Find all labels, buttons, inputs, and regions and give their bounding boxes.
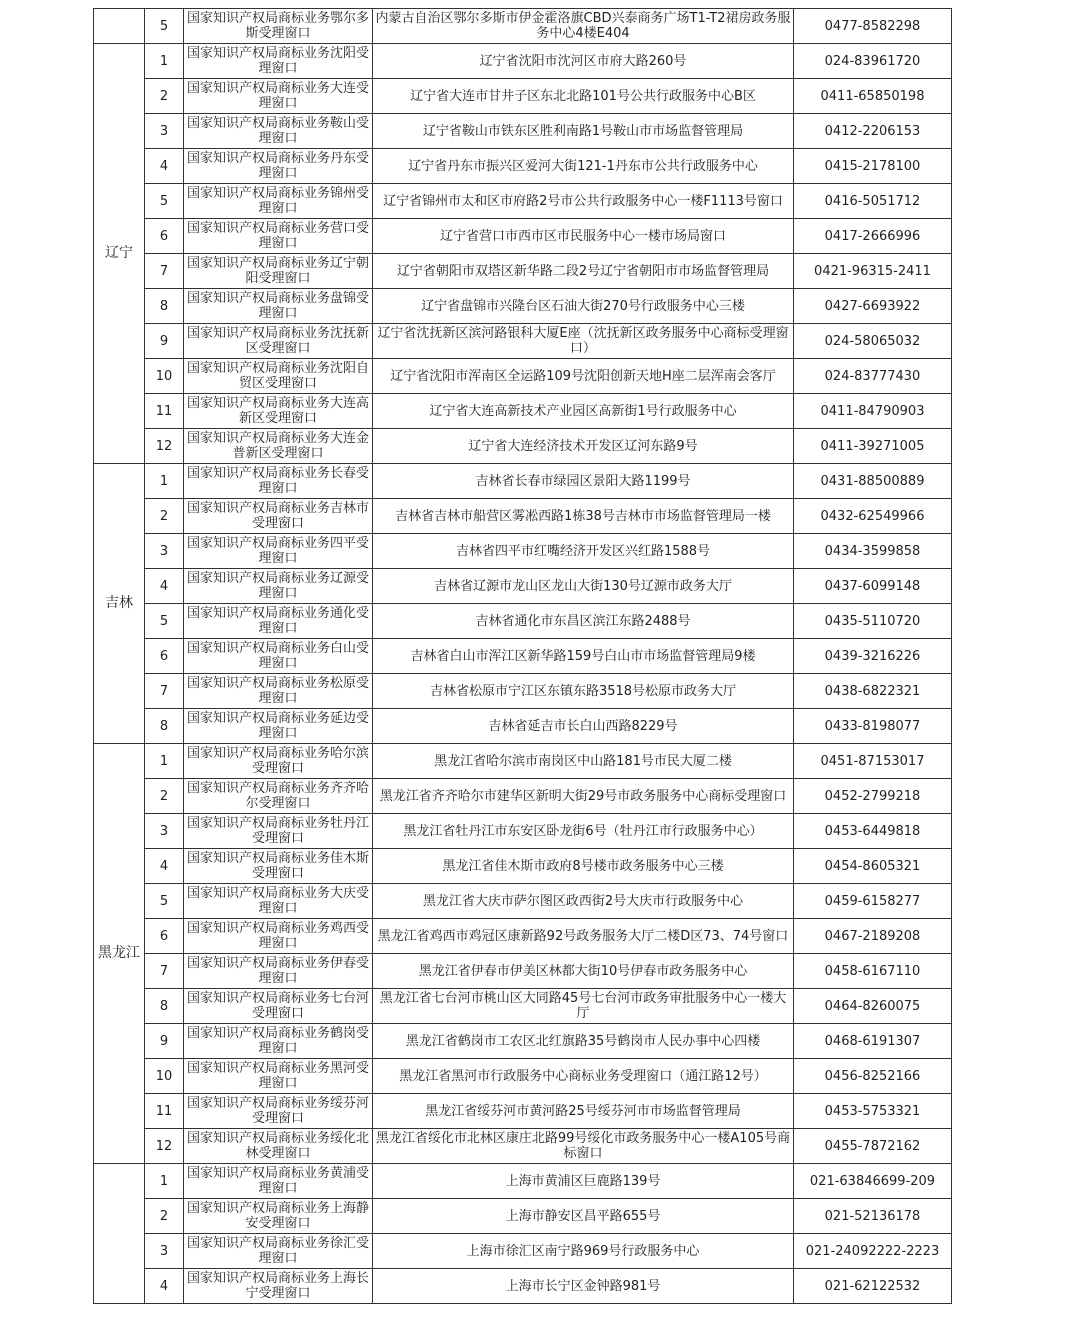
phone-cell: 0415-2178100 <box>794 149 952 184</box>
row-number-cell: 1 <box>145 464 184 499</box>
address-cell: 黑龙江省鹤岗市工农区北红旗路35号鹤岗市人民办事中心四楼 <box>373 1024 794 1059</box>
window-name-cell: 国家知识产权局商标业务白山受理窗口 <box>184 639 373 674</box>
row-number-cell: 10 <box>145 359 184 394</box>
address-cell: 吉林省四平市红嘴经济开发区兴红路1588号 <box>373 534 794 569</box>
table-row <box>94 289 952 324</box>
window-name-cell: 国家知识产权局商标业务延边受理窗口 <box>184 709 373 744</box>
row-number-cell: 4 <box>145 849 184 884</box>
phone-cell: 0435-5110720 <box>794 604 952 639</box>
province-cell: 黑龙江 <box>94 744 145 1164</box>
row-number-cell: 1 <box>145 744 184 779</box>
address-cell: 黑龙江省哈尔滨市南岗区中山路181号市民大厦二楼 <box>373 744 794 779</box>
phone-cell: 0417-2666996 <box>794 219 952 254</box>
window-name-cell: 国家知识产权局商标业务伊春受理窗口 <box>184 954 373 989</box>
window-name-cell: 国家知识产权局商标业务黑河受理窗口 <box>184 1059 373 1094</box>
row-number-cell: 11 <box>145 394 184 429</box>
window-name-cell: 国家知识产权局商标业务鸡西受理窗口 <box>184 919 373 954</box>
row-number-cell: 8 <box>145 289 184 324</box>
table-row <box>94 779 952 814</box>
table-row <box>94 639 952 674</box>
table-row <box>94 9 952 44</box>
window-name-cell: 国家知识产权局商标业务盘锦受理窗口 <box>184 289 373 324</box>
table-row <box>94 1024 952 1059</box>
table-row <box>94 569 952 604</box>
window-name-cell: 国家知识产权局商标业务吉林市受理窗口 <box>184 499 373 534</box>
phone-cell: 0431-88500889 <box>794 464 952 499</box>
phone-cell: 0412-2206153 <box>794 114 952 149</box>
phone-cell: 0477-8582298 <box>794 9 952 44</box>
window-name-cell: 国家知识产权局商标业务佳木斯受理窗口 <box>184 849 373 884</box>
phone-cell: 021-63846699-209 <box>794 1164 952 1199</box>
address-cell: 上海市静安区昌平路655号 <box>373 1199 794 1234</box>
row-number-cell: 11 <box>145 1094 184 1129</box>
row-number-cell: 3 <box>145 534 184 569</box>
acceptance-window-table <box>93 8 952 1304</box>
window-name-cell: 国家知识产权局商标业务大连受理窗口 <box>184 79 373 114</box>
window-name-cell: 国家知识产权局商标业务鄂尔多斯受理窗口 <box>184 9 373 44</box>
row-number-cell: 2 <box>145 779 184 814</box>
row-number-cell: 9 <box>145 324 184 359</box>
window-name-cell: 国家知识产权局商标业务锦州受理窗口 <box>184 184 373 219</box>
phone-cell: 0411-65850198 <box>794 79 952 114</box>
row-number-cell: 2 <box>145 499 184 534</box>
phone-cell: 0453-6449818 <box>794 814 952 849</box>
window-name-cell: 国家知识产权局商标业务长春受理窗口 <box>184 464 373 499</box>
window-name-cell: 国家知识产权局商标业务黄浦受理窗口 <box>184 1164 373 1199</box>
address-cell: 内蒙古自治区鄂尔多斯市伊金霍洛旗CBD兴泰商务广场T1-T2裙房政务服务中心4楼E404 <box>373 9 794 44</box>
window-name-cell: 国家知识产权局商标业务沈阳自贸区受理窗口 <box>184 359 373 394</box>
province-cell: 辽宁 <box>94 44 145 464</box>
row-number-cell: 2 <box>145 1199 184 1234</box>
window-name-cell: 国家知识产权局商标业务徐汇受理窗口 <box>184 1234 373 1269</box>
address-cell: 黑龙江省黑河市行政服务中心商标业务受理窗口（通江路12号） <box>373 1059 794 1094</box>
row-number-cell: 12 <box>145 1129 184 1164</box>
phone-cell: 0451-87153017 <box>794 744 952 779</box>
window-name-cell: 国家知识产权局商标业务辽源受理窗口 <box>184 569 373 604</box>
phone-cell: 021-52136178 <box>794 1199 952 1234</box>
phone-cell: 0434-3599858 <box>794 534 952 569</box>
table-row <box>94 1234 952 1269</box>
phone-cell: 0464-8260075 <box>794 989 952 1024</box>
address-cell: 黑龙江省七台河市桃山区大同路45号七台河市政务审批服务中心一楼大厅 <box>373 989 794 1024</box>
address-cell: 辽宁省锦州市太和区市府路2号市公共行政服务中心一楼F1113号窗口 <box>373 184 794 219</box>
phone-cell: 0455-7872162 <box>794 1129 952 1164</box>
phone-cell: 0416-5051712 <box>794 184 952 219</box>
address-cell: 辽宁省沈抚新区滨河路银科大厦E座（沈抚新区政务服务中心商标受理窗口） <box>373 324 794 359</box>
row-number-cell: 4 <box>145 149 184 184</box>
window-name-cell: 国家知识产权局商标业务七台河受理窗口 <box>184 989 373 1024</box>
row-number-cell: 7 <box>145 254 184 289</box>
address-cell: 吉林省通化市东昌区滨江东路2488号 <box>373 604 794 639</box>
table-row <box>94 114 952 149</box>
table-body <box>94 9 952 1304</box>
row-number-cell: 8 <box>145 709 184 744</box>
table-row <box>94 149 952 184</box>
table-row <box>94 919 952 954</box>
row-number-cell: 3 <box>145 1234 184 1269</box>
address-cell: 黑龙江省齐齐哈尔市建华区新明大街29号市政务服务中心商标受理窗口 <box>373 779 794 814</box>
address-cell: 黑龙江省牡丹江市东安区卧龙街6号（牡丹江市行政服务中心） <box>373 814 794 849</box>
table-row <box>94 499 952 534</box>
window-name-cell: 国家知识产权局商标业务大连高新区受理窗口 <box>184 394 373 429</box>
window-name-cell: 国家知识产权局商标业务大庆受理窗口 <box>184 884 373 919</box>
address-cell: 黑龙江省绥化市北林区康庄北路99号绥化市政务服务中心一楼A105号商标窗口 <box>373 1129 794 1164</box>
window-name-cell: 国家知识产权局商标业务哈尔滨受理窗口 <box>184 744 373 779</box>
row-number-cell: 10 <box>145 1059 184 1094</box>
window-name-cell: 国家知识产权局商标业务鞍山受理窗口 <box>184 114 373 149</box>
province-cell <box>94 9 145 44</box>
address-cell: 辽宁省鞍山市铁东区胜利南路1号鞍山市市场监督管理局 <box>373 114 794 149</box>
address-cell: 辽宁省大连市甘井子区东北北路101号公共行政服务中心B区 <box>373 79 794 114</box>
row-number-cell: 6 <box>145 219 184 254</box>
window-name-cell: 国家知识产权局商标业务绥化北林受理窗口 <box>184 1129 373 1164</box>
row-number-cell: 4 <box>145 569 184 604</box>
table-row <box>94 1199 952 1234</box>
phone-cell: 0454-8605321 <box>794 849 952 884</box>
address-cell: 上海市长宁区金钟路981号 <box>373 1269 794 1304</box>
table-row <box>94 709 952 744</box>
phone-cell: 0439-3216226 <box>794 639 952 674</box>
table-row <box>94 324 952 359</box>
row-number-cell: 7 <box>145 954 184 989</box>
address-cell: 辽宁省营口市西市区市民服务中心一楼市场局窗口 <box>373 219 794 254</box>
row-number-cell: 5 <box>145 184 184 219</box>
phone-cell: 0411-84790903 <box>794 394 952 429</box>
window-name-cell: 国家知识产权局商标业务辽宁朝阳受理窗口 <box>184 254 373 289</box>
window-name-cell: 国家知识产权局商标业务营口受理窗口 <box>184 219 373 254</box>
address-cell: 吉林省吉林市船营区雾凇西路1栋38号吉林市市场监督管理局一楼 <box>373 499 794 534</box>
province-cell: 吉林 <box>94 464 145 744</box>
address-cell: 吉林省长春市绿园区景阳大路1199号 <box>373 464 794 499</box>
table-row <box>94 954 952 989</box>
row-number-cell: 5 <box>145 604 184 639</box>
table-row <box>94 1164 952 1199</box>
table-row <box>94 79 952 114</box>
table-row <box>94 219 952 254</box>
phone-cell: 024-58065032 <box>794 324 952 359</box>
phone-cell: 0411-39271005 <box>794 429 952 464</box>
address-cell: 上海市黄浦区巨鹿路139号 <box>373 1164 794 1199</box>
window-name-cell: 国家知识产权局商标业务绥芬河受理窗口 <box>184 1094 373 1129</box>
phone-cell: 0427-6693922 <box>794 289 952 324</box>
window-name-cell: 国家知识产权局商标业务沈阳受理窗口 <box>184 44 373 79</box>
address-cell: 黑龙江省绥芬河市黄河路25号绥芬河市市场监督管理局 <box>373 1094 794 1129</box>
window-name-cell: 国家知识产权局商标业务四平受理窗口 <box>184 534 373 569</box>
phone-cell: 024-83777430 <box>794 359 952 394</box>
phone-cell: 024-83961720 <box>794 44 952 79</box>
table-row <box>94 989 952 1024</box>
address-cell: 辽宁省大连经济技术开发区辽河东路9号 <box>373 429 794 464</box>
table-row <box>94 464 952 499</box>
table-row <box>94 394 952 429</box>
phone-cell: 0438-6822321 <box>794 674 952 709</box>
phone-cell: 0432-62549966 <box>794 499 952 534</box>
phone-cell: 0468-6191307 <box>794 1024 952 1059</box>
row-number-cell: 9 <box>145 1024 184 1059</box>
row-number-cell: 1 <box>145 1164 184 1199</box>
address-cell: 辽宁省盘锦市兴隆台区石油大街270号行政服务中心三楼 <box>373 289 794 324</box>
window-name-cell: 国家知识产权局商标业务上海静安受理窗口 <box>184 1199 373 1234</box>
address-cell: 辽宁省朝阳市双塔区新华路二段2号辽宁省朝阳市市场监督管理局 <box>373 254 794 289</box>
address-cell: 黑龙江省伊春市伊美区林都大街10号伊春市政务服务中心 <box>373 954 794 989</box>
address-cell: 吉林省延吉市长白山西路8229号 <box>373 709 794 744</box>
table-row <box>94 1094 952 1129</box>
row-number-cell: 3 <box>145 114 184 149</box>
window-name-cell: 国家知识产权局商标业务齐齐哈尔受理窗口 <box>184 779 373 814</box>
table-row <box>94 1059 952 1094</box>
table-row <box>94 744 952 779</box>
address-cell: 吉林省辽源市龙山区龙山大街130号辽源市政务大厅 <box>373 569 794 604</box>
row-number-cell: 6 <box>145 639 184 674</box>
phone-cell: 021-24092222-2223 <box>794 1234 952 1269</box>
phone-cell: 0421-96315-2411 <box>794 254 952 289</box>
address-cell: 上海市徐汇区南宁路969号行政服务中心 <box>373 1234 794 1269</box>
row-number-cell: 5 <box>145 884 184 919</box>
row-number-cell: 1 <box>145 44 184 79</box>
window-name-cell: 国家知识产权局商标业务大连金普新区受理窗口 <box>184 429 373 464</box>
window-name-cell: 国家知识产权局商标业务牡丹江受理窗口 <box>184 814 373 849</box>
row-number-cell: 5 <box>145 9 184 44</box>
phone-cell: 0459-6158277 <box>794 884 952 919</box>
phone-cell: 021-62122532 <box>794 1269 952 1304</box>
row-number-cell: 6 <box>145 919 184 954</box>
table-row <box>94 604 952 639</box>
window-name-cell: 国家知识产权局商标业务通化受理窗口 <box>184 604 373 639</box>
address-cell: 辽宁省沈阳市沈河区市府大路260号 <box>373 44 794 79</box>
phone-cell: 0467-2189208 <box>794 919 952 954</box>
window-name-cell: 国家知识产权局商标业务丹东受理窗口 <box>184 149 373 184</box>
address-cell: 黑龙江省大庆市萨尔图区政西街2号大庆市行政服务中心 <box>373 884 794 919</box>
address-cell: 辽宁省丹东市振兴区爱河大街121-1丹东市公共行政服务中心 <box>373 149 794 184</box>
phone-cell: 0437-6099148 <box>794 569 952 604</box>
address-cell: 辽宁省大连高新技术产业园区高新街1号行政服务中心 <box>373 394 794 429</box>
phone-cell: 0452-2799218 <box>794 779 952 814</box>
table-row <box>94 1269 952 1304</box>
table-row <box>94 429 952 464</box>
window-name-cell: 国家知识产权局商标业务鹤岗受理窗口 <box>184 1024 373 1059</box>
table-row <box>94 254 952 289</box>
window-name-cell: 国家知识产权局商标业务松原受理窗口 <box>184 674 373 709</box>
row-number-cell: 8 <box>145 989 184 1024</box>
phone-cell: 0458-6167110 <box>794 954 952 989</box>
table-row <box>94 814 952 849</box>
row-number-cell: 7 <box>145 674 184 709</box>
phone-cell: 0456-8252166 <box>794 1059 952 1094</box>
window-name-cell: 国家知识产权局商标业务上海长宁受理窗口 <box>184 1269 373 1304</box>
table-row <box>94 884 952 919</box>
table-row <box>94 534 952 569</box>
row-number-cell: 4 <box>145 1269 184 1304</box>
table-row <box>94 849 952 884</box>
table-row <box>94 184 952 219</box>
table-row <box>94 1129 952 1164</box>
address-cell: 黑龙江省佳木斯市政府8号楼市政务服务中心三楼 <box>373 849 794 884</box>
window-name-cell: 国家知识产权局商标业务沈抚新区受理窗口 <box>184 324 373 359</box>
province-cell <box>94 1164 145 1304</box>
address-cell: 辽宁省沈阳市浑南区全运路109号沈阳创新天地H座二层浑南会客厅 <box>373 359 794 394</box>
row-number-cell: 3 <box>145 814 184 849</box>
address-cell: 吉林省白山市浑江区新华路159号白山市市场监督管理局9楼 <box>373 639 794 674</box>
table-row <box>94 674 952 709</box>
address-cell: 黑龙江省鸡西市鸡冠区康新路92号政务服务大厅二楼D区73、74号窗口 <box>373 919 794 954</box>
table-row <box>94 44 952 79</box>
row-number-cell: 12 <box>145 429 184 464</box>
row-number-cell: 2 <box>145 79 184 114</box>
address-cell: 吉林省松原市宁江区东镇东路3518号松原市政务大厅 <box>373 674 794 709</box>
table-row <box>94 359 952 394</box>
phone-cell: 0453-5753321 <box>794 1094 952 1129</box>
phone-cell: 0433-8198077 <box>794 709 952 744</box>
